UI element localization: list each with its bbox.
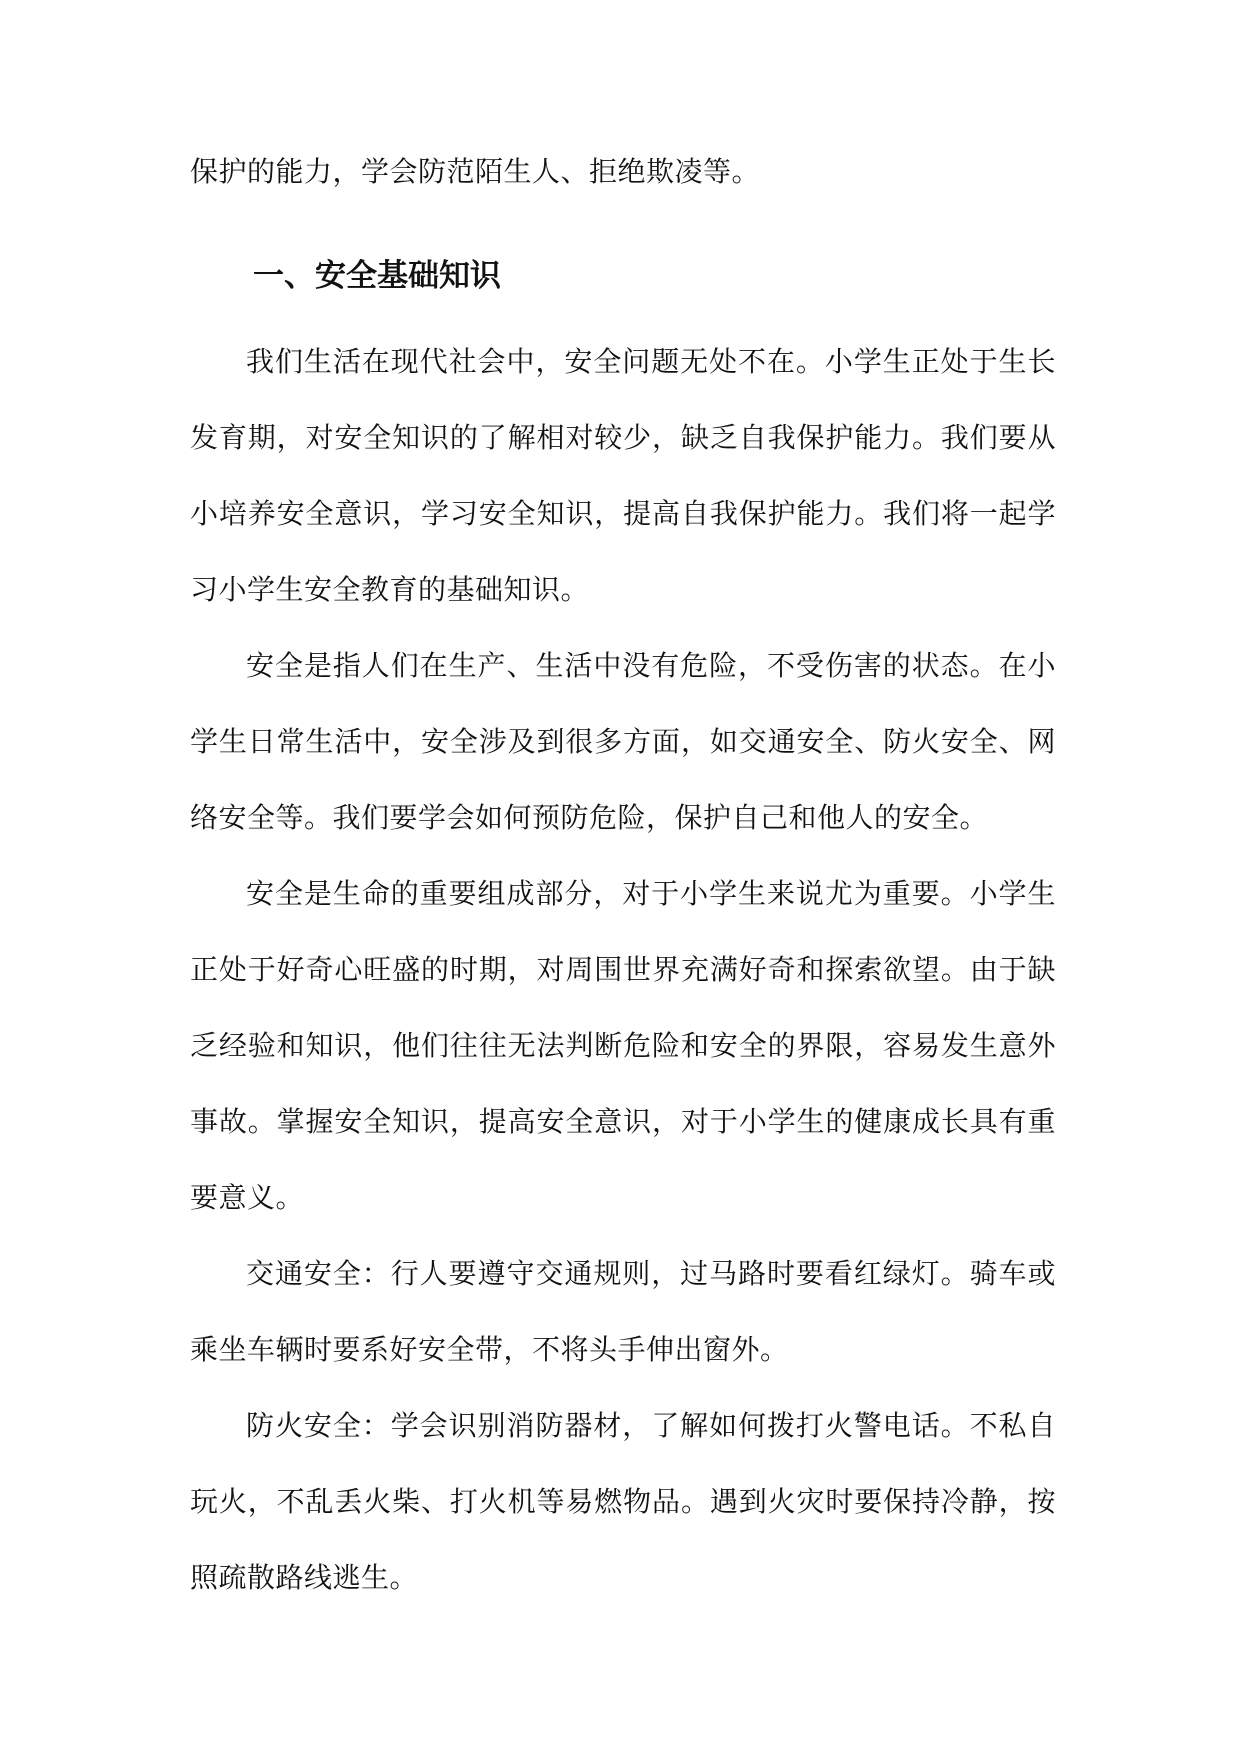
continuation-block	[190, 134, 1056, 210]
paragraph-fire-safety: 防火安全：学会识别消防器材，了解如何拨打火警电话。不私自玩火，不乱丢火柴、打火机等易燃物品。遇到火灾时要保持冷静，按照疏散路线逃生。	[190, 1409, 1056, 1594]
body-text	[190, 324, 1056, 1616]
paragraph-importance: 安全是生命的重要组成部分，对于小学生来说尤为重要。小学生正处于好奇心旺盛的时期，对周围世界充满好奇和探索欲望。由于缺乏经验和知识，他们往往无法判断危险和安全的界限，容易发生意外事故。掌握安全知识，提高安全意识，对于小学生的健康成长具有重要意义。	[190, 877, 1056, 1214]
continuation-paragraph: 保护的能力，学会防范陌生人、拒绝欺凌等。	[190, 155, 761, 188]
section-heading: 一、安全基础知识	[253, 258, 501, 294]
paragraph-intro: 我们生活在现代社会中，安全问题无处不在。小学生正处于生长发育期，对安全知识的了解相对较少，缺乏自我保护能力。我们要从小培养安全意识，学习安全知识，提高自我保护能力。我们将一起学习小学生安全教育的基础知识。	[190, 345, 1056, 606]
paragraph-definition: 安全是指人们在生产、生活中没有危险，不受伤害的状态。在小学生日常生活中，安全涉及到很多方面，如交通安全、防火安全、网络安全等。我们要学会如何预防危险，保护自己和他人的安全。	[190, 649, 1056, 834]
paragraph-traffic-safety: 交通安全：行人要遵守交通规则，过马路时要看红绿灯。骑车或乘坐车辆时要系好安全带，不将头手伸出窗外。	[190, 1257, 1056, 1366]
